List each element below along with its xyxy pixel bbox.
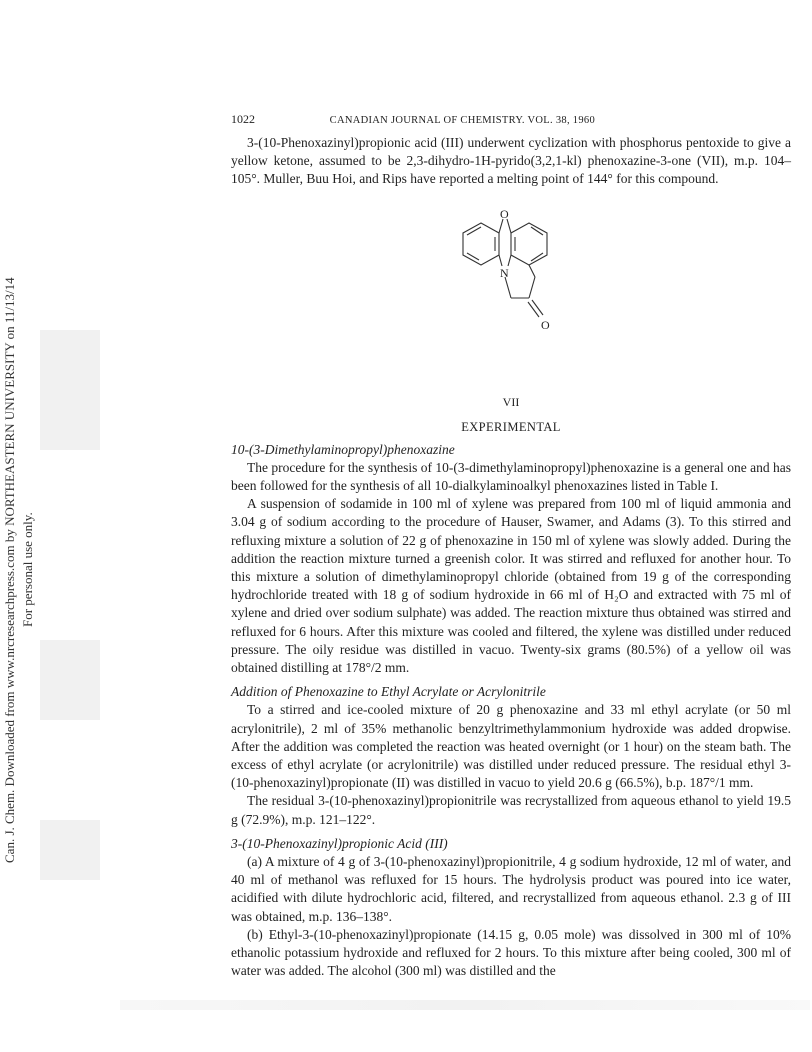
paragraph-method-b: (b) Ethyl-3-(10-phenoxazinyl)propionate (14.15 g, 0.05 mole) was dissolved in 300 ml of 10% ethanolic potassium hydroxide and refluxed for 2 hours. To this mixture after being cooled, 300 ml of water was added. The alcohol (300 ml) was distilled and the bbox=[231, 926, 791, 979]
paragraph-general-procedure: The procedure for the synthesis of 10-(3-dimethylaminopropyl)phenoxazine is a general one and has been followed for the synthesis of all 10-dialkylaminoalkyl phenoxazines listed in Table I. bbox=[231, 459, 791, 494]
subheading-propionic-acid: 3-(10-Phenoxazinyl)propionic Acid (III) bbox=[231, 835, 448, 851]
paragraph-method-a: (a) A mixture of 4 g of 3-(10-phenoxazinyl)propionitrile, 4 g sodium hydroxide, 12 ml of water, and 40 ml of methanol was refluxed for 15 hours. The hydrolysis product was poured into ice water, acidified with dilute hydrochloric acid, filtered, and recrystallized from aqueous ethanol. 2.3 g of III was obtained, m.p. 136–138°. bbox=[231, 854, 791, 924]
paragraph-propionitrile: The residual 3-(10-phenoxazinyl)propionitrile was recrystallized from aqueous ethanol to yield 19.5 g (72.9%), m.p. 121–122°. bbox=[231, 793, 791, 827]
scan-smudge-2 bbox=[40, 640, 100, 720]
paragraph-addition: To a stirred and ice-cooled mixture of 20 g phenoxazine and 33 ml ethyl acrylate (or 50 ml acrylonitrile), 2 ml of 35% methanolic benzyltrimethylammonium hydroxide was added dropwise. After the addition was completed the reaction was heated overnight (or 1 hour) on the steam bath. The excess of ethyl acrylate (or acrylonitrile) was distilled under reduced pressure. The residual ethyl 3-(10-phenoxazinyl)propionate (II) was distilled in vacuo to yield 20.6 g (66.5%), b.p. 187°/1 mm. bbox=[231, 702, 791, 791]
atom-o-carbonyl: O bbox=[541, 317, 550, 332]
chemical-structure bbox=[451, 203, 571, 393]
subheading-dimethylaminopropyl: 10-(3-Dimethylaminopropyl)phenoxazine bbox=[231, 441, 455, 457]
section-title-experimental: EXPERIMENTAL bbox=[461, 419, 561, 434]
download-watermark bbox=[2, 270, 36, 870]
watermark-line-2: For personal use only. bbox=[20, 512, 35, 628]
atom-o-top: O bbox=[500, 206, 509, 221]
subheading-addition: Addition of Phenoxazine to Ethyl Acrylate or Acrylonitrile bbox=[231, 684, 546, 700]
scan-smudge-1 bbox=[40, 330, 100, 450]
paragraph-sodamide: A suspension of sodamide in 100 ml of xylene was prepared from 100 ml of liquid ammonia and 3.04 g of sodium according to the procedure of Hauser, Swamer, and Adams (3). To this stirred and refluxing mixture a solution of 22 g of phenoxazine in 150 ml of xylene was slowly added. During the addition the reaction mixture turned a greenish color. It was stirred and refluxed for another hour. To this mixture a solution of dimethylaminopropyl chloride (obtained from 19 g of the corresponding hydrochloride treated with 18 g of sodium hydroxide in 66 ml of H₂O and extracted with 75 ml of xylene and dried over sodium sulphate) was added. The reaction mixture thus obtained was stirred and refluxed for 6 hours. After this mixture was cooled and filtered, the xylene was distilled under reduced pressure. The oily residue was distilled in vacuo. Twenty-six grams (80.5%) of a yellow oil was obtained distilling at 178°/2 mm. bbox=[231, 496, 791, 676]
page-number: 1022 bbox=[231, 112, 255, 126]
scan-smudge-3 bbox=[40, 820, 100, 880]
running-header bbox=[231, 112, 791, 134]
atom-n: N bbox=[500, 265, 509, 280]
structure-vii bbox=[231, 203, 791, 413]
journal-citation: CANADIAN JOURNAL OF CHEMISTRY. VOL. 38, 1960 bbox=[329, 115, 595, 126]
watermark-line-1: Can. J. Chem. Downloaded from www.nrcresearchpress.com by NORTHEASTERN UNIVERSITY on 11/13/14 bbox=[2, 277, 17, 863]
structure-label: VII bbox=[502, 394, 520, 409]
scan-speckle bbox=[120, 1000, 810, 1010]
article-page bbox=[231, 112, 791, 981]
intro-paragraph: 3-(10-Phenoxazinyl)propionic acid (III) underwent cyclization with phosphorus pentoxide to give a yellow ketone, assumed to be 2,3-dihydro-1H-pyrido(3,2,1-kl) phenoxazine-3-one (VII), m.p. 104–105°. Muller, Buu Hoi, and Rips have reported a melting point of 144° for this compound. bbox=[231, 135, 791, 187]
